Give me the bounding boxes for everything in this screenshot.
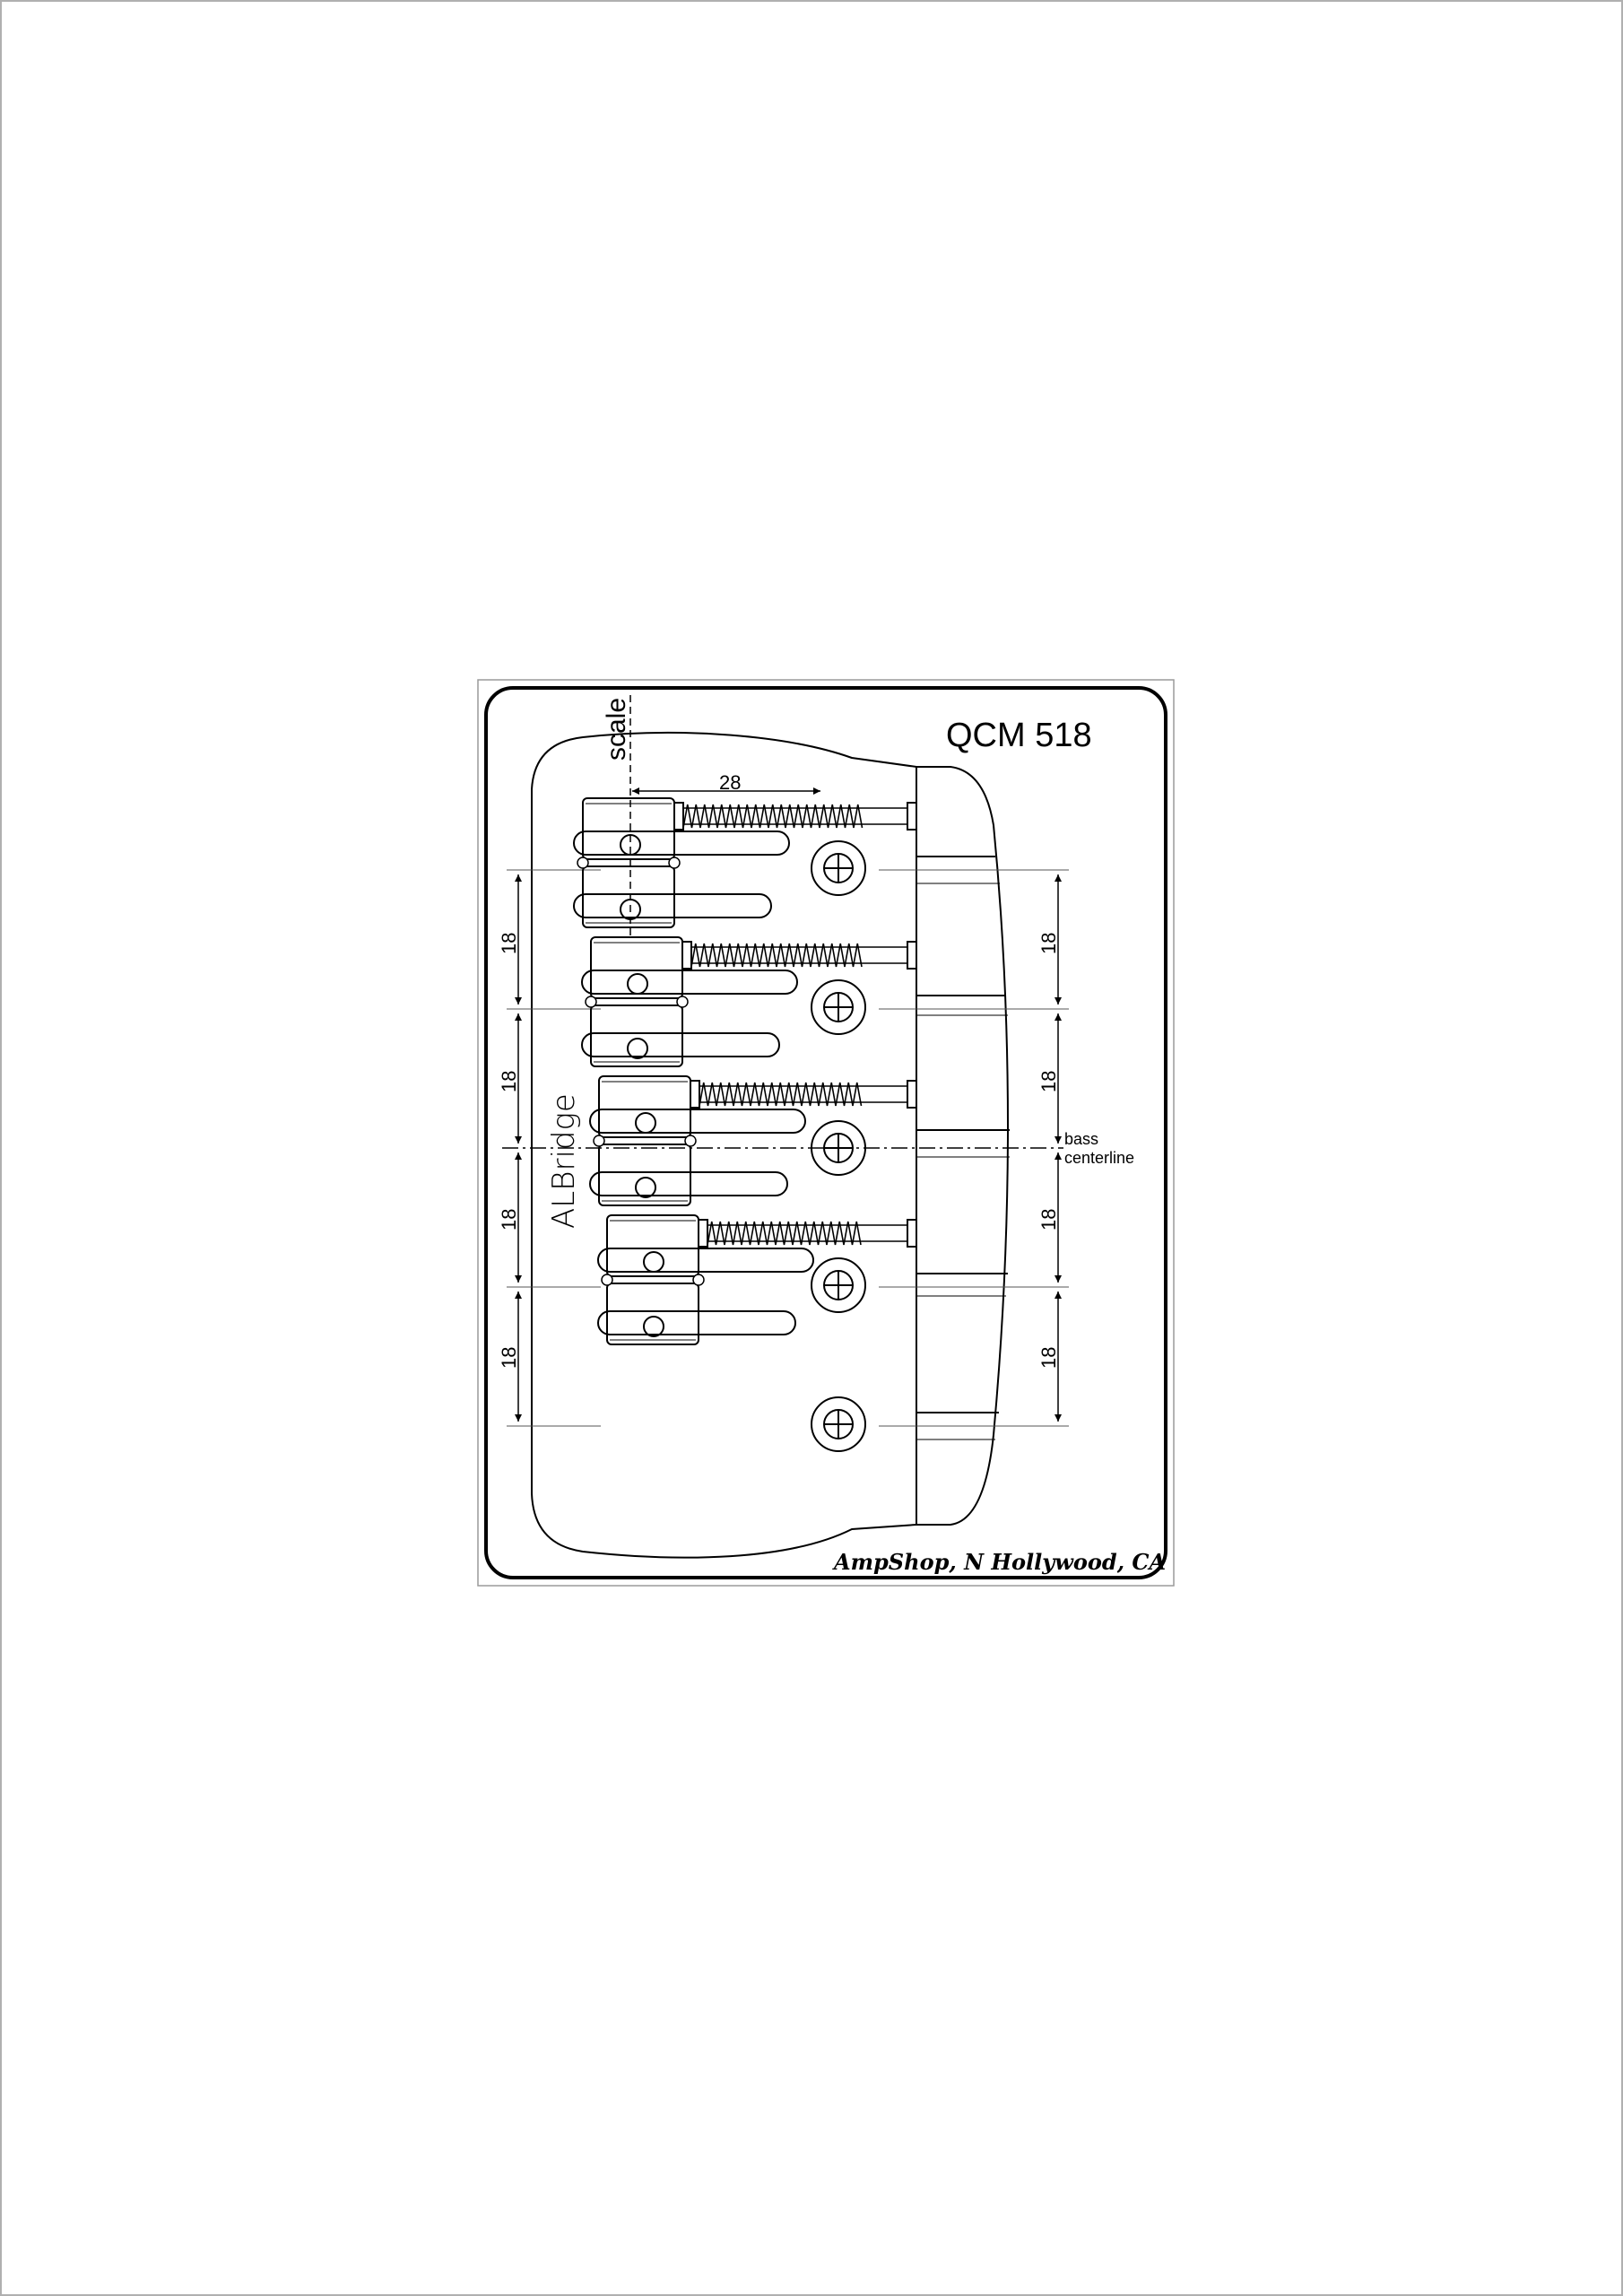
saddle-notch: [693, 1274, 704, 1285]
right-spacing-label-4: 18: [1037, 1346, 1060, 1369]
saddle-notch: [577, 857, 588, 868]
left-spacing-label-4: 18: [498, 1346, 520, 1369]
saddle-notch: [586, 996, 596, 1007]
centerline-label-line1: bass: [1064, 1130, 1099, 1148]
saddle-notch: [669, 857, 680, 868]
dimension-28-label: 28: [719, 771, 742, 794]
left-spacing-label-3: 18: [498, 1208, 520, 1231]
right-spacing-label-3: 18: [1037, 1208, 1060, 1231]
footer-credit: AmpShop, N Hollywood, CA: [834, 1549, 1167, 1575]
right-spacing-label-1: 18: [1037, 932, 1060, 954]
saddle-notch: [594, 1135, 604, 1146]
saddle-notch: [685, 1135, 696, 1146]
scale-label: scale: [602, 697, 631, 761]
brand-script-logo: ALBridge: [546, 1093, 582, 1229]
right-spacing-label-2: 18: [1037, 1070, 1060, 1092]
saddle-notch: [677, 996, 688, 1007]
model-title: QCM 518: [946, 717, 1092, 754]
centerline-label-line2: centerline: [1064, 1149, 1135, 1167]
left-spacing-label-2: 18: [498, 1070, 520, 1092]
left-spacing-label-1: 18: [498, 932, 520, 954]
saddle-notch: [602, 1274, 612, 1285]
